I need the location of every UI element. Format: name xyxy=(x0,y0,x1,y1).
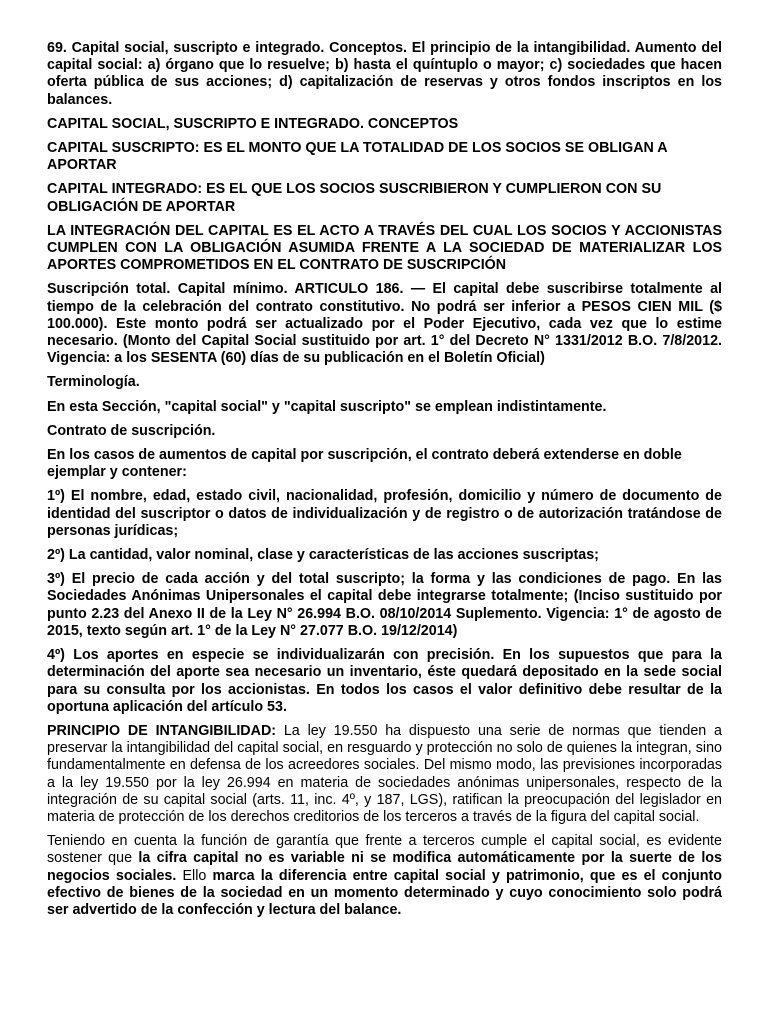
document-heading: 69. Capital social, suscripto e integrado. Conceptos. El principio de la intangibilidad. Aumento del capital social: a) órgano que lo resuelve; b) hasta el quíntuplo o mayor; c) sociedades que hacen oferta pública de sus acciones; d) capitalización de reservas y otros fondos inscriptos en los balances. xyxy=(47,40,722,108)
principio-text: La ley 19.550 ha dispuesto una serie de normas que tienden a preservar la intangibilidad del capital social, en resguardo y protección no solo de quienes la integran, sino fundamentalmente en defensa de los acreedores sociales. Del mismo modo, las previsiones incorporadas a la ley 19.550 por la ley 26.994 en materia de sociedades anónimas unipersonales, respecto de la integración de su capital social (arts. 11, inc. 4º, y 187, LGS), ratifican la preocupación del legislador en materia de protección de los derechos creditorios de los terceros a través de la figura del capital social. xyxy=(47,722,722,825)
list-item: 4º) Los aportes en especie se individualizarán con precisión. En los supuestos que para la determinación del aporte sea necesario un inventario, éste quedará depositado en la sede social para su consulta por los accionistas. En todos los casos el valor definitivo debe resultar de la oportuna aplicación del artículo 53. xyxy=(47,647,722,715)
final-text-1: Teniendo en cuenta la función de garantía que frente a terceros cumple el capital social, es evidente sostener que xyxy=(47,833,722,867)
final-paragraph xyxy=(47,833,722,919)
final-emphasis-2: marca la diferencia entre capital social y patrimonio, que es el conjunto efectivo de bienes de la sociedad en un momento determinado y cuyo conocimiento solo podrá ser advertido de la confección y lectura del balance. xyxy=(47,867,723,918)
final-text-2: Ello xyxy=(176,867,213,884)
list-item: 2º) La cantidad, valor nominal, clase y características de las acciones suscriptas; xyxy=(47,547,599,564)
principio-intangibilidad xyxy=(47,723,722,826)
contrato-title: Contrato de suscripción. xyxy=(47,422,216,439)
contrato-intro: En los casos de aumentos de capital por suscripción, el contrato deberá extenderse en doble ejemplar y contener: xyxy=(47,447,682,481)
definition-integracion: LA INTEGRACIÓN DEL CAPITAL ES EL ACTO A TRAVÉS DEL CUAL LOS SOCIOS Y ACCIONISTAS CUMPLEN CON LA OBLIGACIÓN ASUMIDA FRENTE A LA SOCIEDAD DE MATERIALIZAR LOS APORTES COMPROMETIDOS EN EL CONTRATO DE SUSCRIPCIÓN xyxy=(47,222,722,274)
final-emphasis-1: la cifra capital no es variable ni se modifica automáticamente por la suerte de los negocios sociales. xyxy=(47,850,722,884)
principio-label: PRINCIPIO DE INTANGIBILIDAD: xyxy=(47,722,277,739)
section-title: CAPITAL SOCIAL, SUSCRIPTO E INTEGRADO. CONCEPTOS xyxy=(47,115,459,132)
definition-capital-suscripto: CAPITAL SUSCRIPTO: ES EL MONTO QUE LA TOTALIDAD DE LOS SOCIOS SE OBLIGAN A APORTAR xyxy=(47,140,668,174)
list-item: 1º) El nombre, edad, estado civil, nacionalidad, profesión, domicilio y número de documento de identidad del suscriptor o datos de individualización y de registro o de autorización tratándose de personas jurídicas; xyxy=(47,488,722,539)
document-page xyxy=(47,40,722,919)
terminologia-text: En esta Sección, "capital social" y "capital suscripto" se emplean indistintamente. xyxy=(47,398,607,415)
list-item: 3º) El precio de cada acción y del total suscripto; la forma y las condiciones de pago. En las Sociedades Anónimas Unipersonales el capital debe integrarse totalmente; (Inciso sustituido por punto 2.23 del Anexo II de la Ley N° 26.994 B.O. 08/10/2014 Suplemento. Vigencia: 1° de agosto de 2015, texto según art. 1° de la Ley N° 27.077 B.O. 19/12/2014) xyxy=(47,571,722,639)
definition-capital-integrado: CAPITAL INTEGRADO: ES EL QUE LOS SOCIOS SUSCRIBIERON Y CUMPLIERON CON SU OBLIGACIÓN DE APORTAR xyxy=(47,181,662,215)
articulo-186: Suscripción total. Capital mínimo. ARTICULO 186. — El capital debe suscribirse totalmente al tiempo de la celebración del contrato constitutivo. No podrá ser inferior a PESOS CIEN MIL ($ 100.000). Este monto podrá ser actualizado por el Poder Ejecutivo, cada vez que lo estime necesario. (Monto del Capital Social sustituido por art. 1° del Decreto N° 1331/2012 B.O. 7/8/2012. Vigencia: a los SESENTA (60) días de su publicación en el Boletín Oficial) xyxy=(47,281,722,367)
terminologia-title: Terminología. xyxy=(47,374,140,391)
